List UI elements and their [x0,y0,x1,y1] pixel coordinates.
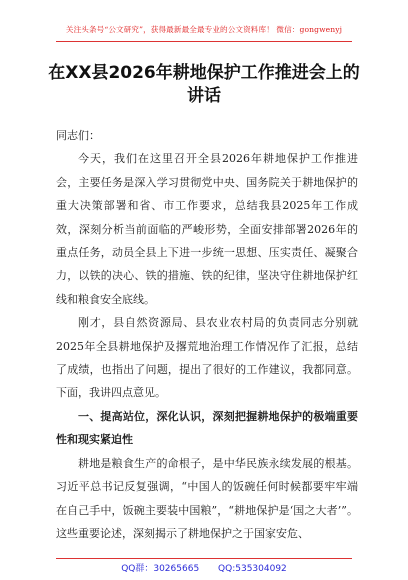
paragraph-1: 今天，我们在这里召开全县2026年耕地保护工作推进会，主要任务是深入学习贯彻党中央、国务院关于耕地保护的重大决策部署和省、市工作要求，总结我县2025年工作成效，深刻分析当前面临的严峻形势，全面安排部署2026年的重点任务，动员全县上下进一步统一思想、压实责任、凝聚合力，以铁的决心、铁的措施、铁的纪律，坚决守住耕地保护红线和粮食安全底线。 [56,152,358,306]
footer-divider [56,558,352,559]
footer-qq: QQ:535304092 [218,564,287,574]
salutation: 同志们： [56,129,100,142]
document-title: 在XX县2026年耕地保护工作推进会上的讲话 [48,63,360,106]
footer [0,561,408,574]
paragraph-2: 刚才，县自然资源局、县农业农村局的负责同志分别就2025年全县耕地保护及撂荒地治理工作情况作了汇报，总结了成绩，也指出了问题，提出了很好的工作建议，我都同意。下面，我讲四点意见。 [56,316,358,400]
header-banner: 关注头条号“公文研究”，获得最新最全最专业的公文资料库！ 微信：gongwenyj [65,25,343,34]
header-divider [56,41,352,42]
section-heading-1: 一、提高站位，深化认识，深刻把握耕地保护的极端重要性和现实紧迫性 [56,409,358,447]
document-body [56,124,358,545]
paragraph-3: 耕地是粮食生产的命根子，是中华民族永续发展的根基。习近平总书记反复强调，“中国人的饭碗任何时候都要牢牢端在自己手中，饭碗主要装中国粮”，“耕地保护是‘国之大者’”。这些重要论述，深刻揭示了耕地保护之于国家安危、 [56,456,358,540]
footer-qq-group: QQ群：30265665 [121,564,200,574]
